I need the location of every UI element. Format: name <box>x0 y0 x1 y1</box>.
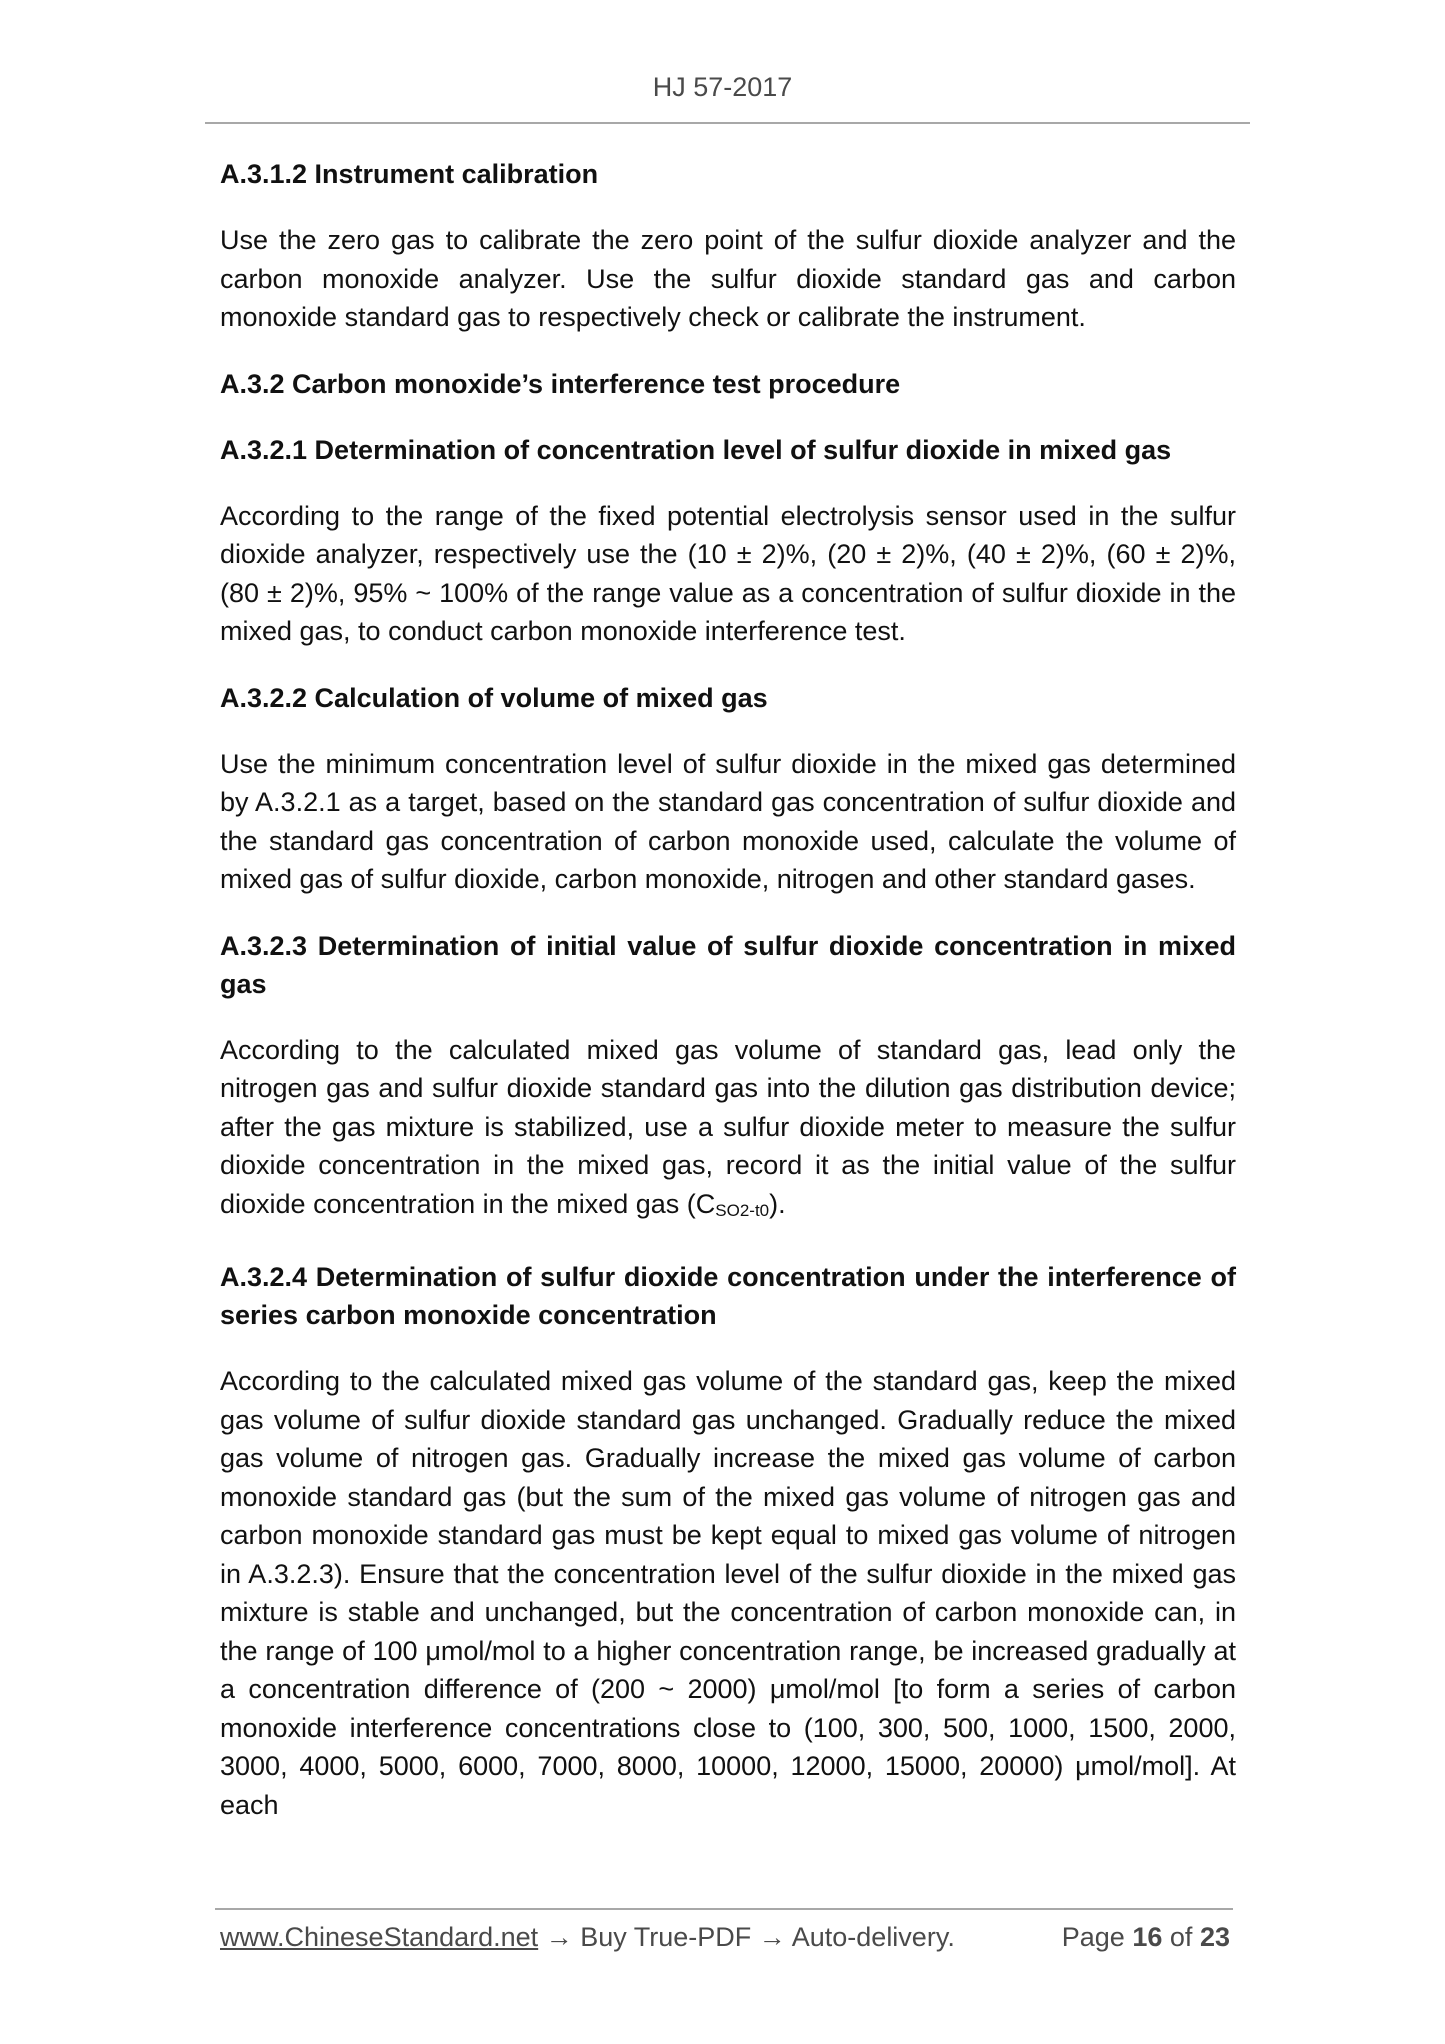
footer-promo-text: → Buy True-PDF → Auto-delivery. <box>538 1922 955 1952</box>
section-heading-a3-2-1: A.3.2.1 Determination of concentration level of sulfur dioxide in mixed gas <box>220 434 1172 465</box>
section-heading-a3-2-2: A.3.2.2 Calculation of volume of mixed gas <box>220 682 768 713</box>
paragraph-series-interference: According to the calculated mixed gas volume of the standard gas, keep the mixed gas volume of sulfur dioxide standard gas unchanged. Gradually reduce the mixed gas volume of nitrogen gas. Gradually increase the mixed gas volume of carbon monoxide standard gas (but the sum of the mixed gas volume of nitrogen gas and carbon monoxide standard gas must be kept equal to mixed gas volume of nitrogen in A.3.2.3). Ensure that the concentration level of the sulfur dioxide in the mixed gas mixture is stable and unchanged, but the concentration of carbon monoxide can, in the range of 100 μmol/mol to a higher concentration range, be increased gradually at a concentration difference of (200 ~ 2000) μmol/mol [to form a series of carbon monoxide interference concentrations close to (100, 300, 500, 1000, 1500, 2000, 3000, 4000, 5000, 6000, 7000, 8000, 10000, 12000, 15000, 20000) μmol/mol]. At each <box>220 1366 1236 1820</box>
paragraph-initial-value <box>220 1031 1236 1231</box>
paragraph-initial-value-text: According to the calculated mixed gas volume of standard gas, lead only the nitrogen gas and sulfur dioxide standard gas into the dilution gas distribution device; after the gas mixture is stabilized, use a sulfur dioxide meter to measure the sulfur dioxide concentration in the mixed gas, record it as the initial value of the sulfur dioxide concentration in the mixed gas (C <box>220 1034 1236 1219</box>
page-total: 23 <box>1199 1922 1230 1952</box>
subscript-so2-t0: SO2-t0 <box>715 1200 770 1220</box>
paragraph-initial-value-tail: ). <box>769 1188 786 1219</box>
chinesestandard-link[interactable]: www.ChineseStandard.net <box>220 1922 539 1952</box>
section-heading-a3-2: A.3.2 Carbon monoxide’s interference test procedure <box>220 368 901 399</box>
footer-left <box>220 1922 955 1953</box>
section-heading-a3-1-2: A.3.1.2 Instrument calibration <box>220 159 599 189</box>
page-current: 16 <box>1132 1922 1163 1952</box>
paragraph-mixed-gas-volume: Use the minimum concentration level of sulfur dioxide in the mixed gas determined by A.3.2.1 as a target, based on the standard gas concentration of sulfur dioxide and the standard gas concentration of carbon monoxide used, calculate the volume of mixed gas of sulfur dioxide, carbon monoxide, nitrogen and other standard gases. <box>220 748 1236 894</box>
page-content <box>220 155 1236 1824</box>
section-heading-a3-2-4: A.3.2.4 Determination of sulfur dioxide concentration under the interference of series carbon monoxide concentration <box>220 1262 1236 1330</box>
page-number <box>1062 1922 1230 1953</box>
paragraph-concentration-level: According to the range of the fixed potential electrolysis sensor used in the sulfur dioxide analyzer, respectively use the (10 ± 2)%, (20 ± 2)%, (40 ± 2)%, (60 ± 2)%, (80 ± 2)%, 95% ~ 100% of the range value as a concentration of sulfur dioxide in the mixed gas, to conduct carbon monoxide interference test. <box>220 500 1236 646</box>
header-divider <box>205 122 1250 124</box>
paragraph-instrument-calibration: Use the zero gas to calibrate the zero point of the sulfur dioxide analyzer and the carbon monoxide analyzer. Use the sulfur dioxide standard gas and carbon monoxide standard gas to respectively check or calibrate the instrument. <box>220 225 1236 332</box>
page-of-label: of <box>1169 1922 1193 1952</box>
footer-divider <box>215 1908 1233 1910</box>
section-heading-a3-2-3: A.3.2.3 Determination of initial value of sulfur dioxide concentration in mixed gas <box>220 930 1236 999</box>
document-id-header: HJ 57-2017 <box>652 72 793 102</box>
page-label: Page <box>1061 1922 1125 1952</box>
